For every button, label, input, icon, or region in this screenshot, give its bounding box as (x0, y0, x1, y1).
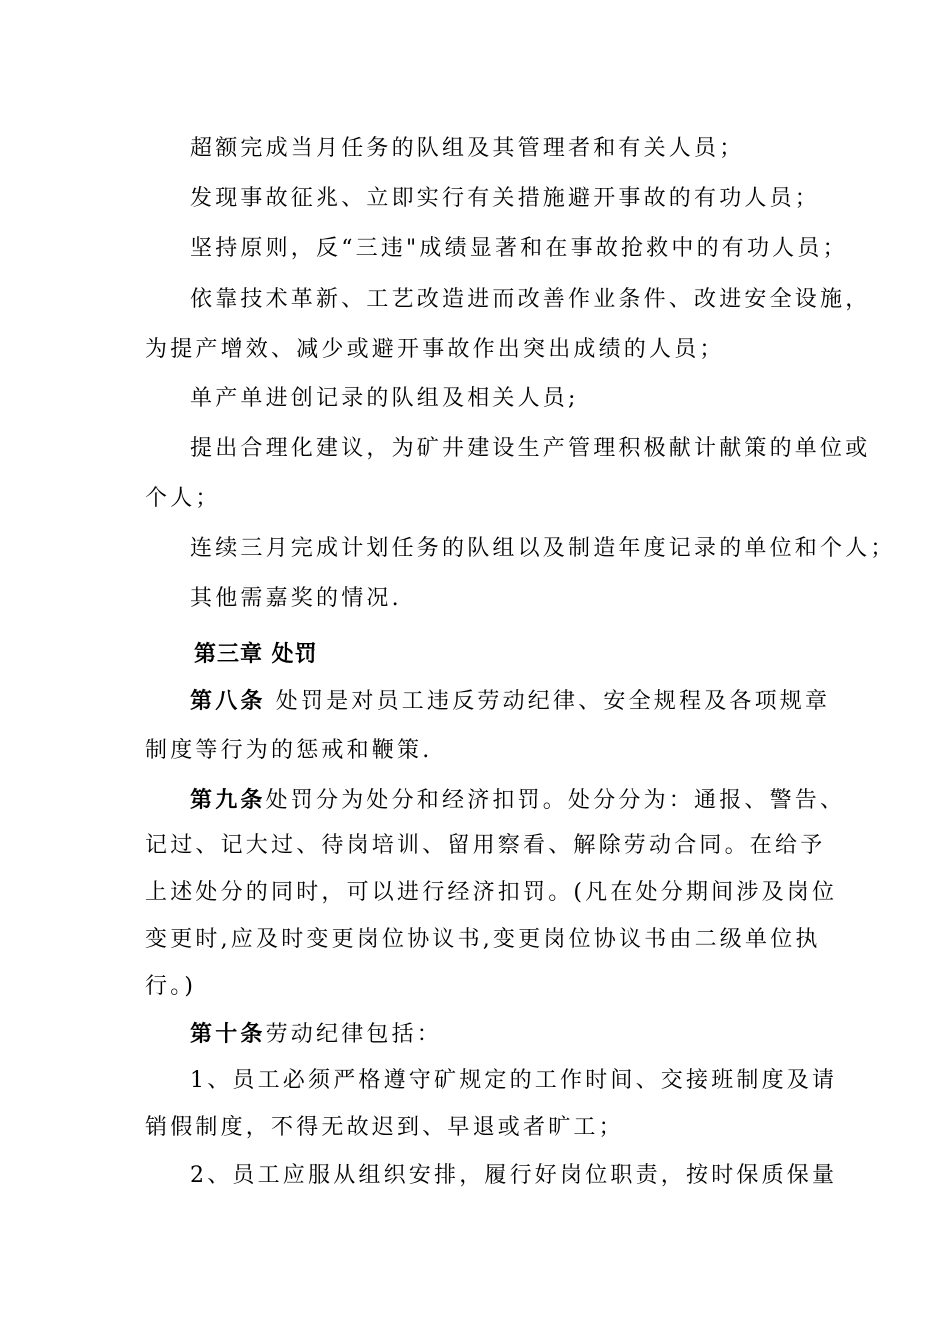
paragraph-line: 依靠技术革新、工艺改造进而改善作业条件、改进安全设施， (190, 287, 871, 312)
paragraph-line: 1、员工必须严格遵守矿规定的工作时间、交接班制度及请 (190, 1068, 838, 1093)
article-8-label: 第八条 (190, 688, 266, 714)
article-10-line (190, 1021, 442, 1048)
paragraph-line: 连续三月完成计划任务的队组以及制造年度记录的单位和个人； (190, 536, 896, 561)
chapter-heading: 第三章 处罚 (194, 641, 318, 667)
paragraph-line: 变更时,应及时变更岗位协议书,变更岗位协议书由二级单位执 (145, 927, 821, 952)
paragraph-line: 记过、记大过、待岗培训、留用察看、解除劳动合同。在给予 (145, 833, 826, 858)
article-10-text: 劳动纪律包括： (265, 1022, 443, 1047)
paragraph-line: 制度等行为的惩戒和鞭策. (145, 738, 433, 763)
paragraph-line: 2、员工应服从组织安排，履行好岗位职责，按时保质保量 (190, 1163, 838, 1188)
article-9-line (190, 787, 845, 814)
paragraph-line: 单产单进创记录的队组及相关人员; (190, 386, 579, 411)
paragraph-line: 发现事故征兆、立即实行有关措施避开事故的有功人员； (190, 186, 821, 211)
article-8-line (190, 688, 830, 715)
paragraph-line: 超额完成当月任务的队组及其管理者和有关人员； (190, 136, 745, 161)
paragraph-line: 坚持原则，反“三违"成绩显著和在事故抢救中的有功人员； (190, 236, 848, 261)
paragraph-line: 其他需嘉奖的情况. (190, 586, 402, 611)
article-10-label: 第十条 (190, 1021, 266, 1047)
paragraph-line: 为提产增效、减少或避开事故作出突出成绩的人员； (145, 337, 725, 362)
article-8-text: 处罚是对员工违反劳动纪律、安全规程及各项规章 (265, 689, 831, 714)
article-9-text: 处罚分为处分和经济扣罚。处分分为：通报、警告、 (265, 788, 846, 813)
paragraph-line: 销假制度，不得无故迟到、早退或者旷工； (145, 1115, 624, 1140)
article-9-label: 第九条 (190, 787, 266, 813)
paragraph-line: 提出合理化建议，为矿井建设生产管理积极献计献策的单位或 (190, 436, 871, 461)
paragraph-line: 行。) (145, 974, 197, 999)
paragraph-line: 上述处分的同时，可以进行经济扣罚。(凡在处分期间涉及岗位 (145, 880, 838, 905)
paragraph-line: 个人； (145, 486, 221, 511)
